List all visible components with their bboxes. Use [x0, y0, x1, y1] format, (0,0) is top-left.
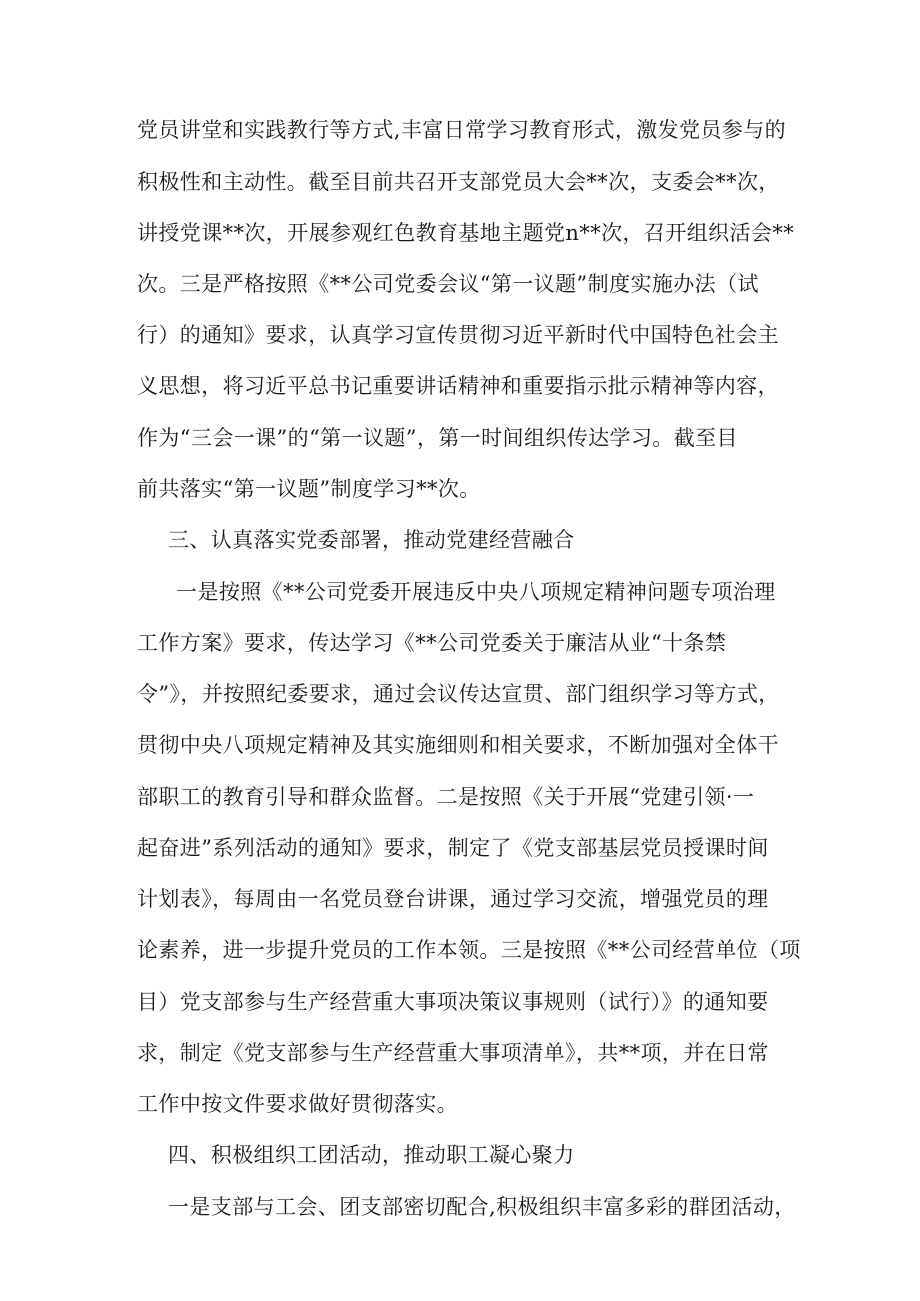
body-line: 起奋进”系列活动的通知》要求，制定了《党支部基层党员授课时间 — [137, 836, 769, 860]
body-line: 求，制定《党支部参与生产经营重大事项清单》，共**项，并在日常 — [137, 1041, 769, 1065]
section-heading-4: 四、积极组织工团活动，推动职工凝心聚力 — [168, 1143, 575, 1167]
body-line: 一是支部与工会、团支部密切配合,积极组织丰富多彩的群团活动， — [168, 1195, 796, 1219]
body-line: 令”》，并按照纪委要求，通过会议传达宣贯、部门组织学习等方式， — [137, 682, 780, 706]
body-line: 贯彻中央八项规定精神及其实施细则和相关要求，不断加强对全体干 — [137, 733, 779, 757]
body-line: 论素养，进一步提升党员的工作本领。三是按照《**公司经营单位（项 — [137, 938, 801, 962]
body-line: 工作中按文件要求做好贯彻落实。 — [137, 1092, 458, 1116]
body-line: 作为“三会一课”的“第一议题”，第一时间组织传达学习。截至目 — [137, 426, 738, 450]
body-line: 一是按照《**公司党委开展违反中央八项规定精神问题专项治理 — [176, 580, 776, 604]
body-line: 计划表》，每周由一名党员登台讲课，通过学习交流，增强党员的理 — [137, 887, 769, 911]
body-line: 前共落实“第一议题”制度学习**次。 — [137, 477, 481, 501]
body-line: 行）的通知》要求，认真学习宣传贯彻习近平新时代中国特色社会主 — [137, 323, 779, 347]
body-line: 讲授党课**次，开展参观红色教育基地主题党n**次，召开组织活会** — [137, 221, 795, 245]
section-heading-3: 三、认真落实党委部署，推动党建经营融合 — [168, 528, 575, 552]
body-line: 工作方案》要求，传达学习《**公司党委关于廉洁从业“十条禁 — [137, 631, 727, 655]
body-line: 党员讲堂和实践教行等方式,丰富日常学习教育形式，激发党员参与的 — [137, 118, 787, 142]
body-line: 次。三是严格按照《**公司党委会议“第一议题”制度实施办法（试 — [137, 272, 759, 296]
body-line: 部职工的教育引导和群众监督。二是按照《关于开展“党建引领·一 — [137, 785, 755, 809]
body-line: 积极性和主动性。截至目前共召开支部党员大会**次，支委会**次， — [137, 170, 780, 194]
body-line: 目）党支部参与生产经营重大事项决策议事规则（试行）》的通知要 — [137, 990, 769, 1014]
body-line: 义思想，将习近平总书记重要讲话精神和重要指示批示精神等内容， — [137, 374, 779, 398]
